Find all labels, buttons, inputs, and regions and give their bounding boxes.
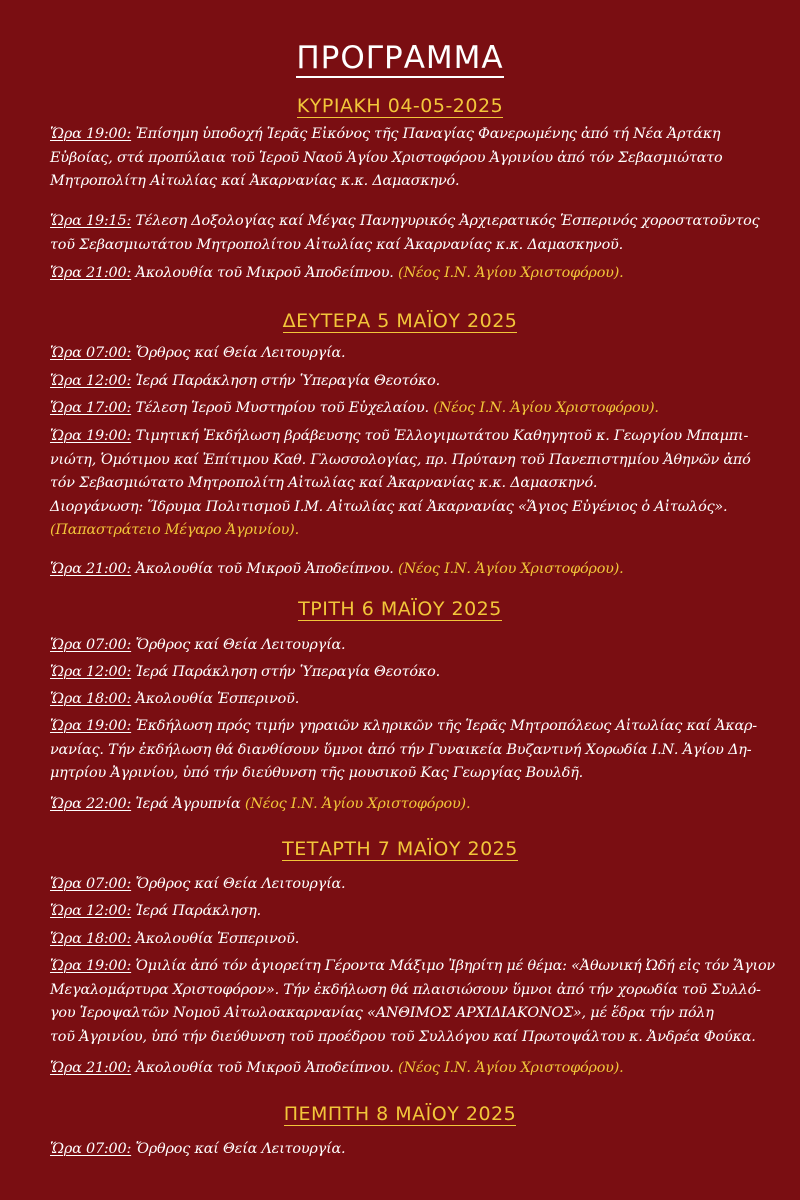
schedule-entry: Ὥρα 12:00: Ἱερά Παράκληση στήν Ὑπεραγία Θεοτόκο. — [50, 373, 440, 389]
schedule-entry: Ὥρα 19:00: Ἐπίσημη ὑποδοχή Ἱερᾶς Εἰκόνος τῆς Παναγίας Φανερωμένης ἀπό τή Νέα Ἀρτάκη Εὐβοίας, στά προπύλαια τοῦ Ἱεροῦ Ναοῦ Ἁγίου Χριστοφόρου Ἀγρινίου ἀπό τόν Σεβασμιώτατο Μητροπολίτη Αἰτωλίας καί Ἀκαρνανίας κ.κ. Δαμασκηνό. — [50, 126, 723, 189]
schedule-entry: Ὥρα 22:00: Ἱερά Ἀγρυπνία (Νέος Ι.Ν. Ἁγίου Χριστοφόρου). — [50, 796, 471, 812]
schedule-entry: Ὥρα 07:00: Ὄρθρος καί Θεία Λειτουργία. — [50, 1141, 346, 1157]
day-heading-thursday: ΠΕΜΠΤΗ 8 ΜΑΪΟΥ 2025 — [283, 1103, 517, 1125]
schedule-entry: Ὥρα 21:00: Ἀκολουθία τοῦ Μικροῦ Ἀποδείπνου. (Νέος Ι.Ν. Ἁγίου Χριστοφόρου). — [50, 561, 624, 577]
page-title: ΠΡΟΓΡΑΜΜΑ — [0, 40, 800, 78]
schedule-entry: Ὥρα 19:00: Ὁμιλία ἀπό τόν ἁγιορείτη Γέροντα Μάξιμο Ἰβηρίτη μέ θέμα: «Ἀθωνική Ὠδή εἰς τόν Ἅγιον Μεγαλομάρτυρα Χριστοφόρον». Τήν ἐκδήλωση θά πλαισιώσουν ὕμνοι ἀπό τήν χορωδία τοῦ Συλλό- γου Ἱεροψαλτῶν Νομοῦ Αἰτωλοακαρνανίας «ΑΝΘΙΜΟΣ ΑΡΧΙΔΙΑΚΟΝΟΣ», μέ ἕδρα τήν πόλη τοῦ Ἀγρινίου, ὑπό τήν διεύθυνση τοῦ προέδρου τοῦ Συλλόγου καί Πρωτοψάλτου κ. Ἀνδρέα Φούκα. — [50, 958, 775, 1045]
schedule-entry: Ὥρα 19:00: Ἐκδήλωση πρός τιμήν γηραιῶν κληρικῶν τῆς Ἱερᾶς Μητροπόλεως Αἰτωλίας καί Ἀκαρ- νανίας. Τήν ἐκδήλωση θά διανθίσουν ὕμνοι ἀπό τήν Γυναικεία Βυζαντινή Χορωδία Ι.Ν. Ἁγίου Δη- μητρίου Ἀγρινίου, ὑπό τήν διεύθυνση τῆς μουσικοῦ Κας Γεωργίας Βουλδῆ. — [50, 718, 757, 781]
schedule-entry: Ὥρα 19:00: Τιμητική Ἐκδήλωση βράβευσης τοῦ Ἐλλογιμωτάτου Καθηγητοῦ κ. Γεωργίου Μπαμπι- νιώτη, Ὁμότιμου καί Ἐπίτιμου Καθ. Γλωσσολογίας, πρ. Πρύτανη τοῦ Πανεπιστημίου Ἀθηνῶν ἀπό τόν Σεβασμιώτατο Μητροπολίτη Αἰτωλίας καί Ἀκαρνανίας κ.κ. Δαμασκηνό. Διοργάνωση: Ἵδρυμα Πολιτισμοῦ Ι.Μ. Αἰτωλίας καί Ἀκαρνανίας «Ἅγιος Εὐγένιος ὁ Αἰτωλός». (Παπαστράτειο Μέγαρο Ἀγρινίου). — [50, 428, 751, 538]
schedule-entry: Ὥρα 18:00: Ἀκολουθία Ἑσπερινοῦ. — [50, 691, 300, 707]
schedule-entry: Ὥρα 21:00: Ἀκολουθία τοῦ Μικροῦ Ἀποδείπνου. (Νέος Ι.Ν. Ἁγίου Χριστοφόρου). — [50, 1060, 624, 1076]
schedule-entry: Ὥρα 12:00: Ἱερά Παράκληση. — [50, 903, 261, 919]
schedule-entry: Ὥρα 07:00: Ὄρθρος καί Θεία Λειτουργία. — [50, 345, 346, 361]
day-heading-monday: ΔΕΥΤΕΡΑ 5 ΜΑΪΟΥ 2025 — [282, 310, 518, 332]
schedule-entry: Ὥρα 19:15: Τέλεση Δοξολογίας καί Μέγας Πανηγυρικός Ἀρχιερατικός Ἑσπερινός χοροστατοῦντος τοῦ Σεβασμιωτάτου Μητροπολίτου Αἰτωλίας καί Ἀκαρνανίας κ.κ. Δαμασκηνοῦ. — [50, 213, 760, 253]
day-heading-tuesday: ΤΡΙΤΗ 6 ΜΑΪΟΥ 2025 — [298, 598, 502, 620]
schedule-entry: Ὥρα 17:00: Τέλεση Ἱεροῦ Μυστηρίου τοῦ Εὐχελαίου. (Νέος Ι.Ν. Ἁγίου Χριστοφόρου). — [50, 400, 659, 416]
day-heading-wednesday: ΤΕΤΑΡΤΗ 7 ΜΑΪΟΥ 2025 — [282, 838, 518, 860]
schedule-entry: Ὥρα 07:00: Ὄρθρος καί Θεία Λειτουργία. — [50, 637, 346, 653]
schedule-entry: Ὥρα 12:00: Ἱερά Παράκληση στήν Ὑπεραγία Θεοτόκο. — [50, 664, 440, 680]
schedule-entry: Ὥρα 18:00: Ἀκολουθία Ἑσπερινοῦ. — [50, 931, 300, 947]
day-heading-sunday: ΚΥΡΙΑΚΗ 04-05-2025 — [296, 95, 504, 117]
schedule-entry: Ὥρα 07:00: Ὄρθρος καί Θεία Λειτουργία. — [50, 876, 346, 892]
schedule-entry: Ὥρα 21:00: Ἀκολουθία τοῦ Μικροῦ Ἀποδείπνου. (Νέος Ι.Ν. Ἁγίου Χριστοφόρου). — [50, 265, 624, 281]
